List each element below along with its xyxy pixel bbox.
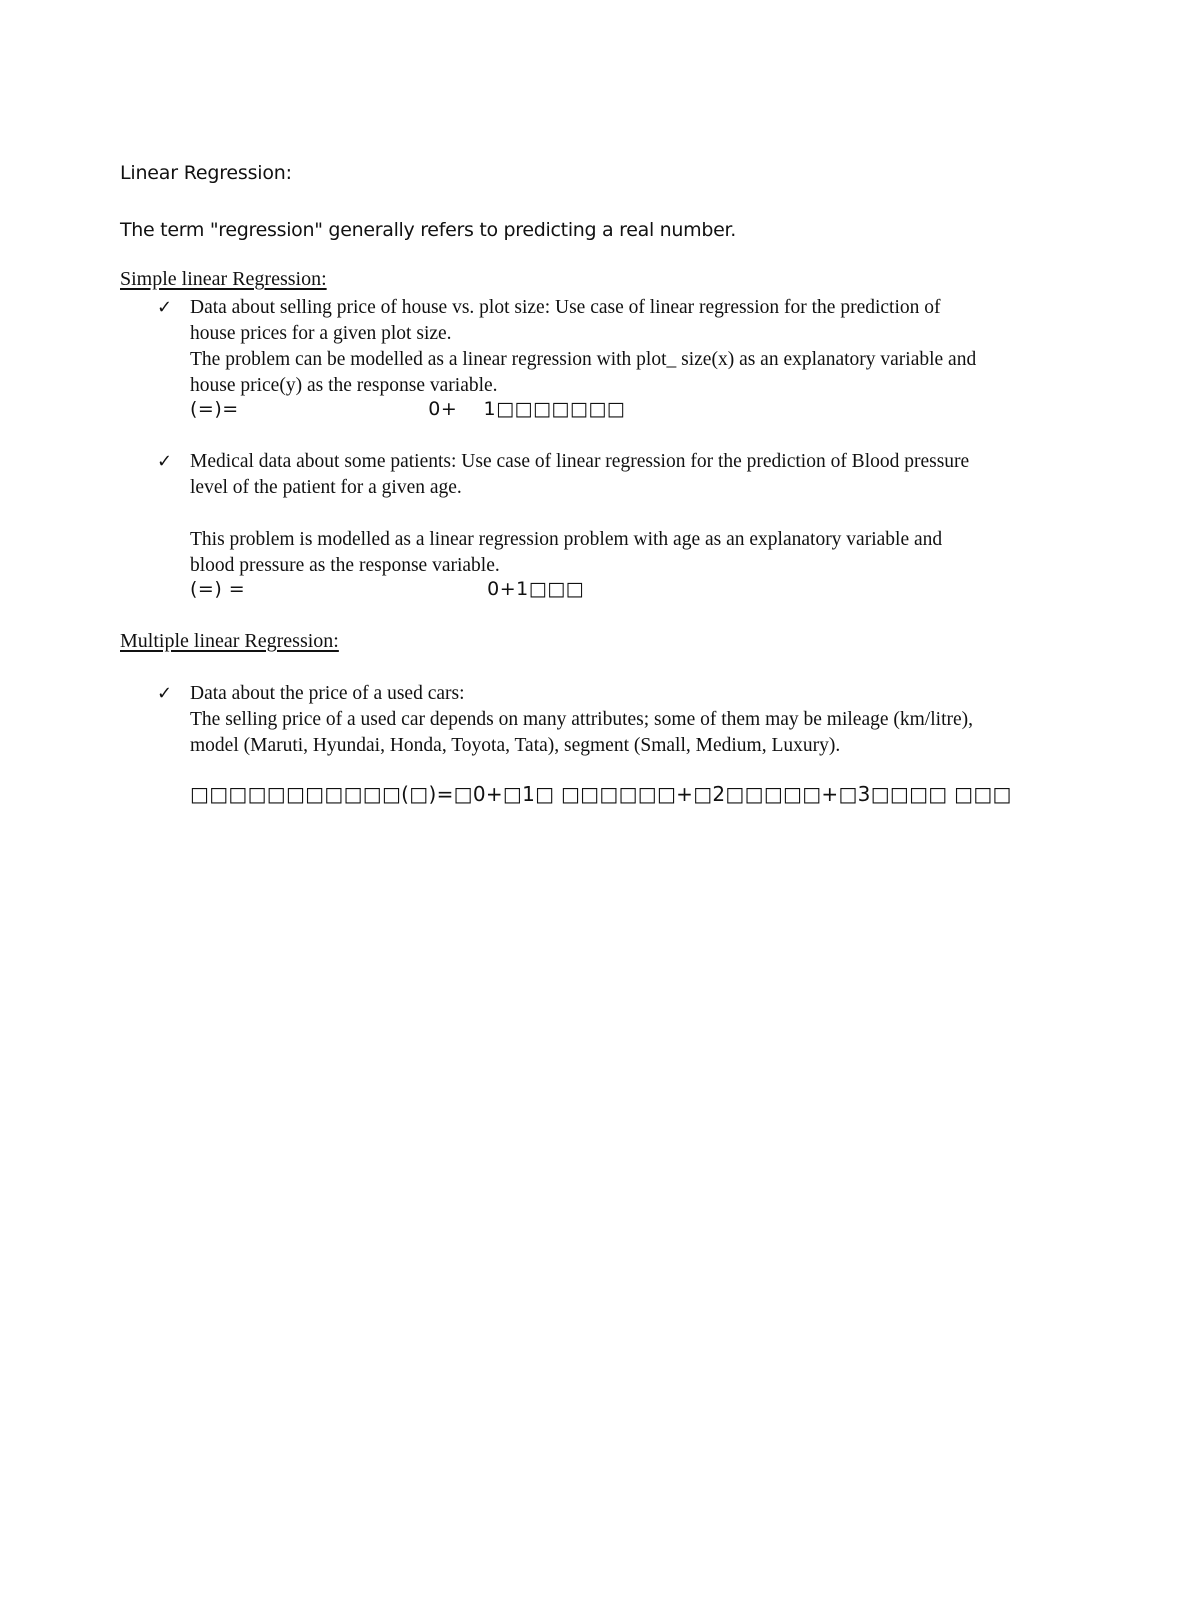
item-line: house prices for a given plot size. (190, 323, 452, 344)
formula-house-price: (=)= 0+ 1□□□□□□□ (190, 398, 626, 420)
item-line (190, 501, 1120, 527)
check-icon: ✓ (157, 451, 173, 472)
intro-sentence: The term "regression" generally refers to predicting a real number. (120, 219, 737, 241)
list-item-house-price (190, 295, 1120, 399)
item-line: blood pressure as the response variable. (190, 555, 500, 576)
item-line: This problem is modelled as a linear regression problem with age as an explanatory variable and (190, 529, 943, 550)
item-line: Data about the price of a used cars: (190, 683, 465, 704)
list-item-blood-pressure (190, 449, 1120, 579)
item-line: house price(y) as the response variable. (190, 375, 498, 396)
section-title-simple: Simple linear Regression: (120, 268, 327, 290)
list-item-used-cars (190, 681, 1120, 759)
check-icon: ✓ (157, 297, 173, 318)
formula-used-cars: □□□□□□□□□□□(□)=□0+□1□ □□□□□□+□2□□□□□+□3□□□□ □□□ (190, 782, 1012, 806)
section-title-multiple: Multiple linear Regression: (120, 630, 339, 652)
item-line: model (Maruti, Hyundai, Honda, Toyota, Tata), segment (Small, Medium, Luxury). (190, 735, 841, 756)
item-line: level of the patient for a given age. (190, 477, 462, 498)
item-line: Data about selling price of house vs. plot size: Use case of linear regression for the prediction of (190, 297, 941, 318)
item-line: Medical data about some patients: Use case of linear regression for the prediction of Blood pressure (190, 451, 970, 472)
formula-blood-pressure: (=) = 0+1□□□ (190, 578, 585, 600)
item-line: The problem can be modelled as a linear regression with plot_ size(x) as an explanatory variable and (190, 349, 977, 370)
item-line: The selling price of a used car depends on many attributes; some of them may be mileage (km/litre), (190, 709, 973, 730)
document-heading: Linear Regression: (120, 162, 292, 184)
check-icon: ✓ (157, 683, 173, 704)
